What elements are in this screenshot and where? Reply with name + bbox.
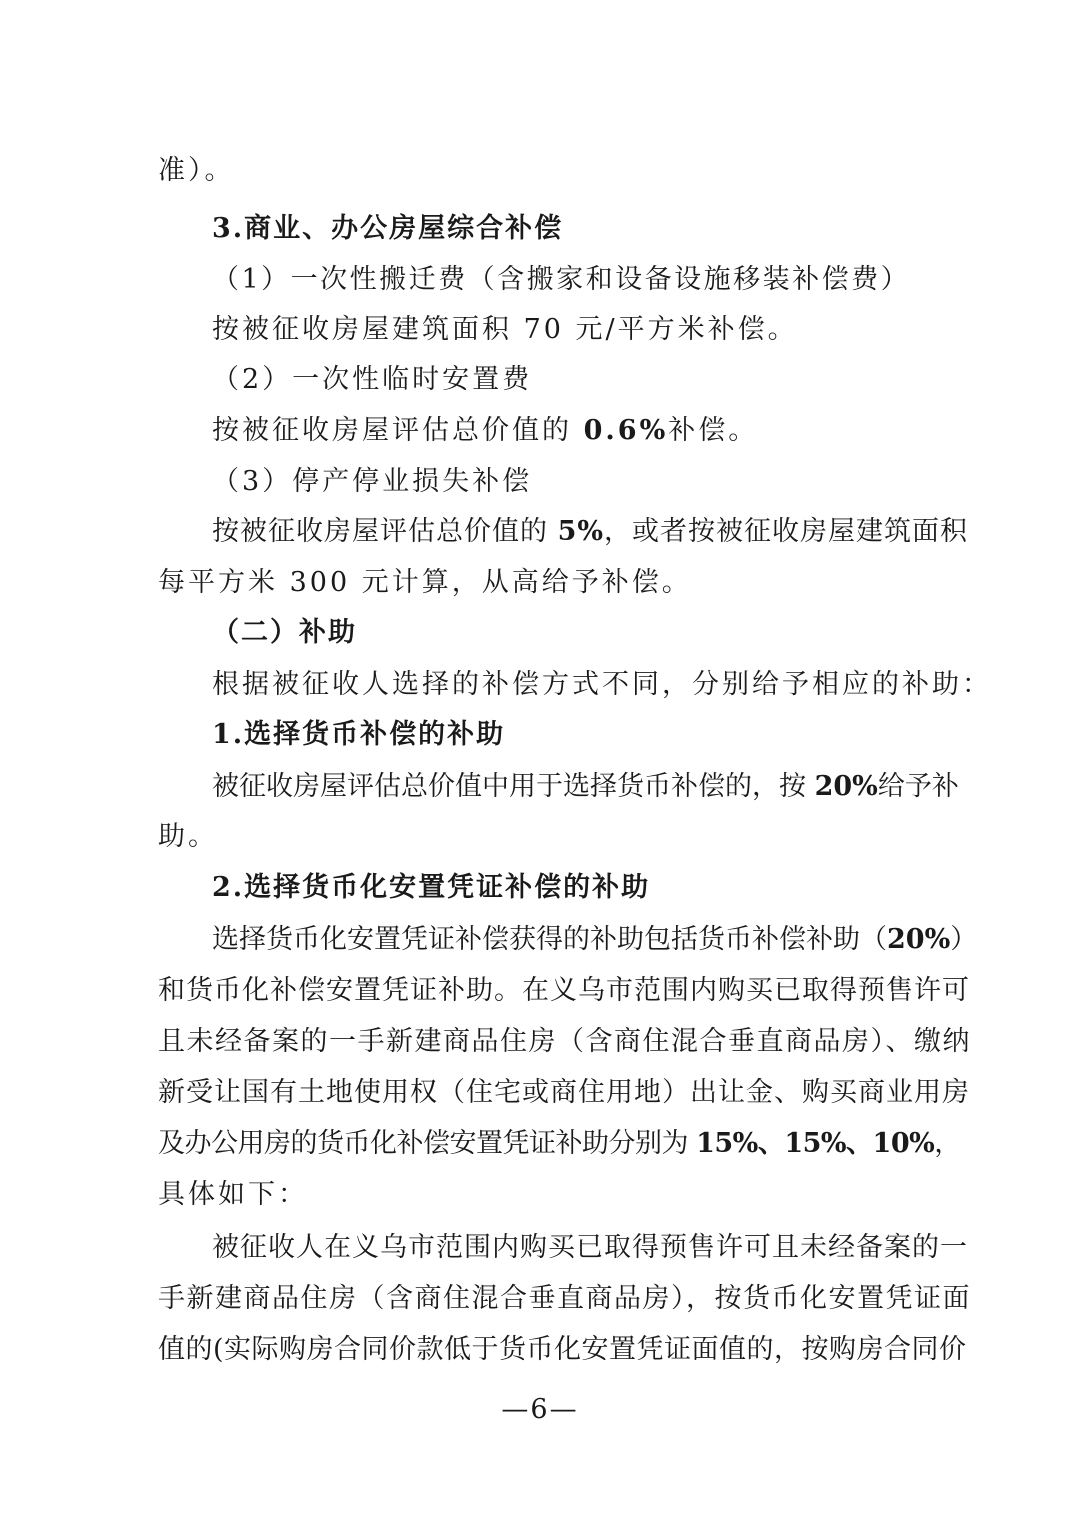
text-line: 按被征收房屋建筑面积 70 元/平方米补偿。 [212, 314, 798, 345]
section-heading: 1.选择货币补偿的补助 [212, 719, 506, 750]
text-line: 根据被征收人选择的补偿方式不同，分别给予相应的补助： [212, 669, 992, 700]
page-number: —6— [501, 1394, 579, 1425]
text-line: 及办公用房的货币化补偿安置凭证补助分别为 15%、15%、10%， [158, 1128, 961, 1159]
text-line: 助。 [158, 821, 218, 852]
text-line: 每平方米 300 元计算，从高给予补偿。 [158, 567, 692, 598]
text-line: 选择货币化安置凭证补偿获得的补助包括货币补偿补助（20%） [212, 924, 978, 955]
section-heading: 2.选择货币化安置凭证补偿的补助 [212, 872, 651, 903]
text-line: 具体如下： [158, 1179, 308, 1210]
percentage-value: 15%、15%、10% [696, 1128, 935, 1159]
text-line: 且未经备案的一手新建商品住房（含商住混合垂直商品房）、缴纳 [158, 1026, 971, 1057]
section-heading: （二）补助 [212, 617, 357, 648]
text-line: 手新建商品住房（含商住混合垂直商品房），按货币化安置凭证面 [158, 1283, 971, 1314]
percentage-value: 20% [887, 924, 951, 955]
subsection-heading: （2）一次性临时安置费 [212, 364, 533, 395]
text-line: 按被征收房屋评估总价值的 5%，或者按被征收房屋建筑面积 [212, 516, 969, 547]
percentage-value: 5% [557, 516, 605, 547]
subsection-heading: （1）一次性搬迁费（含搬家和设备设施移装补偿费） [212, 264, 911, 295]
text-line: 值的(实际购房合同价款低于货币化安置凭证面值的，按购房合同价 [158, 1334, 967, 1365]
text-line: 和货币化补偿安置凭证补助。在义乌市范围内购买已取得预售许可 [158, 975, 970, 1006]
text-line: 新受让国有土地使用权（住宅或商住用地）出让金、购买商业用房 [158, 1077, 970, 1108]
text-line: 准）。 [158, 155, 235, 186]
percentage-value: 20% [814, 771, 878, 802]
text-line: 被征收人在义乌市范围内购买已取得预售许可且未经备案的一 [212, 1232, 968, 1263]
subsection-heading: （3）停产停业损失补偿 [212, 466, 533, 497]
text-line: 按被征收房屋评估总价值的 0.6%补偿。 [212, 415, 759, 446]
text-line: 被征收房屋评估总价值中用于选择货币补偿的，按 20%给予补 [212, 771, 959, 802]
percentage-value: 0.6% [583, 415, 669, 446]
section-heading: 3.商业、办公房屋综合补偿 [212, 213, 564, 244]
